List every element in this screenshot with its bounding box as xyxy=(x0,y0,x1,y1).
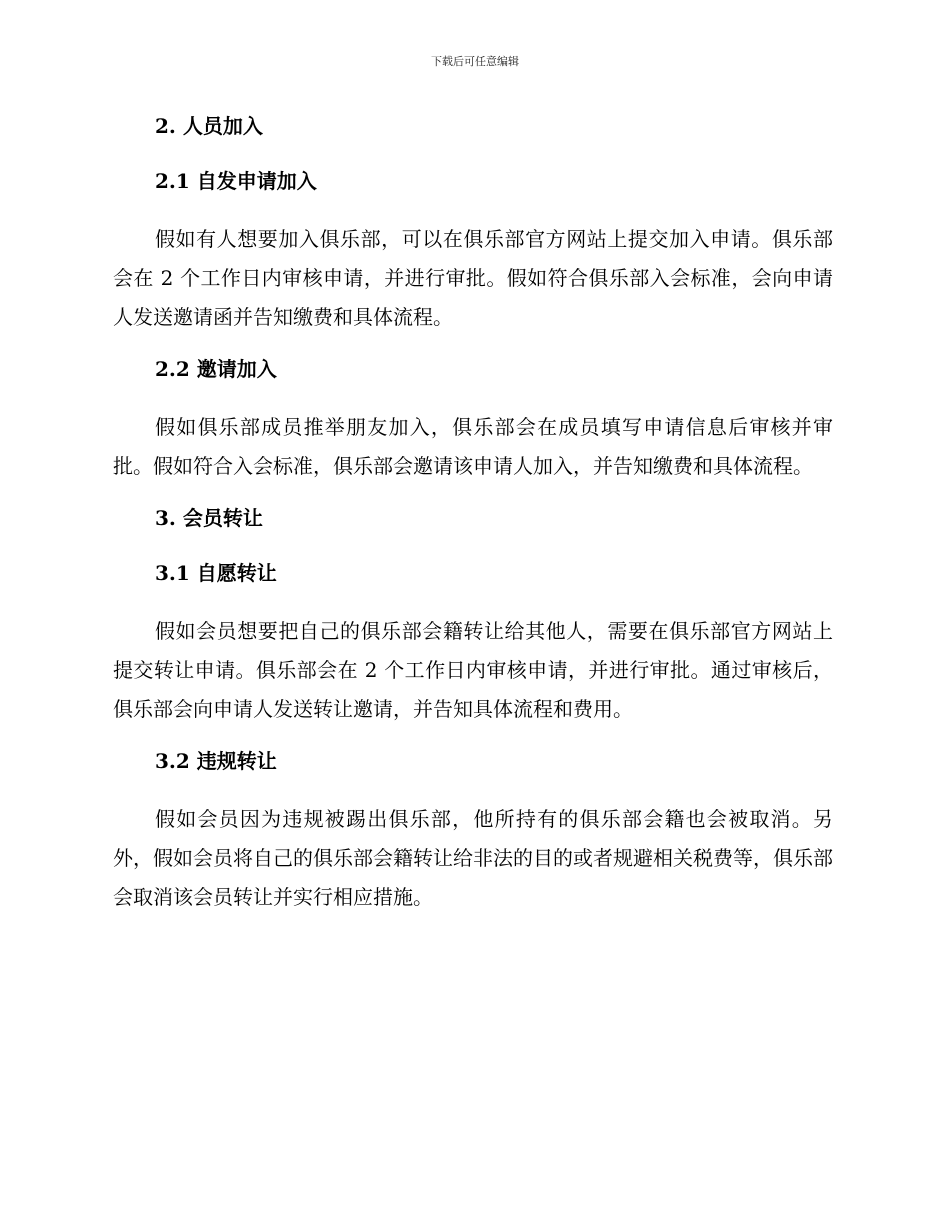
paragraph-voluntary-transfer: 假如会员想要把自己的俱乐部会籍转让给其他人，需要在俱乐部官方网站上提交转让申请。俱乐部会在 2 个工作日内审核申请，并进行审批。通过审核后，俱乐部会向申请人发送转让邀请，并告知具体流程和费用。 xyxy=(113,619,833,721)
section-heading-3-1: 3.1 自愿转让 xyxy=(155,561,277,585)
paragraph-invitation: 假如俱乐部成员推举朋友加入，俱乐部会在成员填写申请信息后审核并审批。假如符合入会标准，俱乐部会邀请该申请人加入，并告知缴费和具体流程。 xyxy=(113,415,833,478)
section-heading-2-1: 2.1 自发申请加入 xyxy=(155,169,317,193)
section-heading-2-2: 2.2 邀请加入 xyxy=(155,357,277,381)
section-heading-2: 2. 人员加入 xyxy=(155,114,263,138)
section-heading-3: 3. 会员转让 xyxy=(155,506,263,530)
paragraph-violation-transfer: 假如会员因为违规被踢出俱乐部，他所持有的俱乐部会籍也会被取消。另外，假如会员将自己的俱乐部会籍转让给非法的目的或者规避相关税费等，俱乐部会取消该会员转让并实行相应措施。 xyxy=(113,807,833,909)
page-header: 下载后可任意编辑 xyxy=(431,55,519,68)
paragraph-self-application: 假如有人想要加入俱乐部，可以在俱乐部官方网站上提交加入申请。俱乐部会在 2 个工作日内审核申请，并进行审批。假如符合俱乐部入会标准，会向申请人发送邀请函并告知缴费和具体流程。 xyxy=(113,227,833,329)
document-body xyxy=(113,110,833,917)
section-heading-3-2: 3.2 违规转让 xyxy=(155,749,277,773)
